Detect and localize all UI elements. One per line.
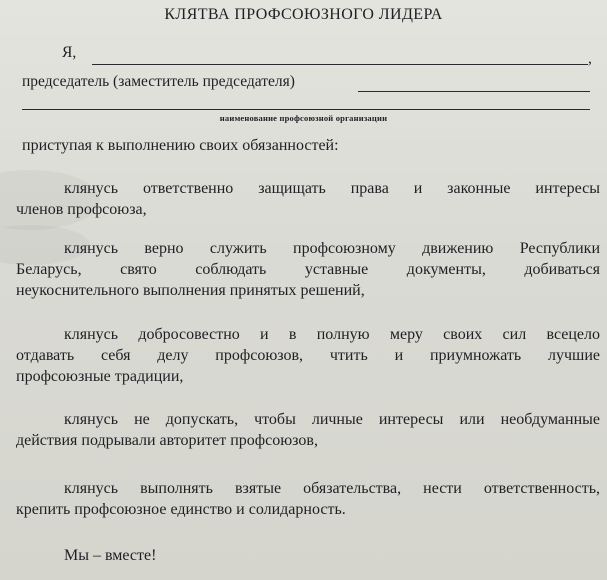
paragraph-line: клянусь не допускать, чтобы личные интересы или необдуманные	[64, 411, 600, 428]
oath-paragraph-5	[16, 478, 600, 520]
oath-paragraph-2	[16, 238, 600, 301]
paragraph-line: членов профсоюза,	[16, 201, 147, 218]
paragraph-line: Беларусь, свято соблюдать уставные документы, добиваться	[16, 261, 600, 278]
paragraph-line: клянусь выполнять взятые обязательства, нести ответственность,	[64, 480, 600, 497]
closing-slogan: Мы – вместе!	[64, 547, 157, 564]
org-caption: наименование профсоюзной организации	[219, 113, 388, 123]
paragraph-line: клянусь верно служить профсоюзному движению Республики	[64, 240, 600, 257]
oath-paragraph-4	[16, 409, 600, 451]
name-blank-line	[92, 64, 588, 65]
paragraph-line: клянусь добросовестно и в полную меру своих сил всецело	[64, 326, 600, 343]
document-title: КЛЯТВА ПРОФСОЮЗНОГО ЛИДЕРА	[164, 6, 443, 23]
ya-label: Я,	[62, 44, 77, 61]
name-comma: ,	[588, 50, 592, 67]
org-blank-line	[22, 109, 590, 110]
paragraph-line: клянусь ответственно защищать права и законные интересы	[64, 180, 600, 197]
paragraph-line: действия подрывали авторитет профсоюзов,	[16, 432, 318, 449]
paragraph-line: профсоюзные традиции,	[16, 368, 184, 385]
chair-label: председатель (заместитель председателя)	[22, 73, 295, 90]
intro-text: приступая к выполнению своих обязанностей:	[22, 137, 339, 154]
paragraph-line: неукоснительного выполнения принятых решений,	[16, 282, 365, 299]
chair-blank-line	[358, 91, 590, 92]
oath-paragraph-1	[16, 178, 600, 220]
paragraph-line: крепить профсоюзное единство и солидарность.	[16, 501, 346, 518]
paragraph-line: отдавать себя делу профсоюзов, чтить и приумножать лучшие	[16, 347, 600, 364]
oath-paragraph-3	[16, 324, 600, 387]
